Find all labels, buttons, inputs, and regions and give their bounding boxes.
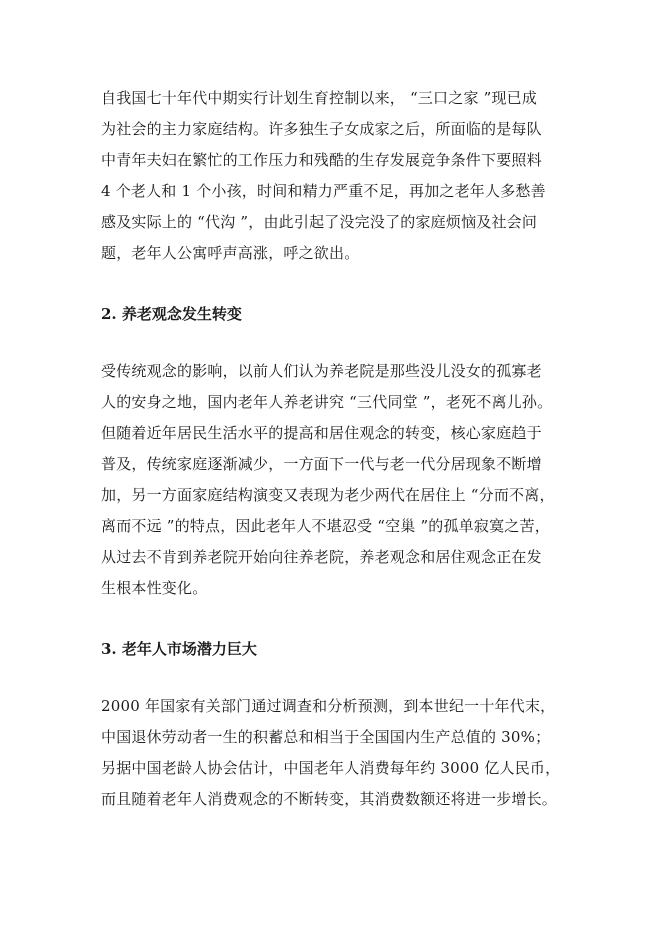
text-line: 离而不远 ”的特点，因此老年人不堪忍受 “空巢 ”的孤单寂寞之苦， (101, 517, 550, 535)
section-heading-3: 3. 老年人市场潜力巨大 (101, 640, 257, 658)
text-line: 2000 年国家有关部门通过调查和分析预测，到本世纪一十年代末， (101, 697, 556, 715)
text-line: 自我国七十年代中期实行计划生育控制以来， “三口之家 ”现已成 (101, 89, 538, 107)
text-line: 4 个老人和 1 个小孩，时间和精力严重不足，再加之老年人多愁善 (101, 182, 546, 200)
text-line: 但随着近年居民生活水平的提高和居住观念的转变，核心家庭趋于 (101, 424, 542, 442)
text-line: 加，另一方面家庭结构演变又表现为老少两代在居住上 “分而不离， (101, 486, 555, 504)
text-line: 普及，传统家庭逐渐减少，一方面下一代与老一代分居现象不断增 (101, 455, 542, 473)
section-heading-2: 2. 养老观念发生转变 (101, 305, 242, 323)
text-line: 中国退休劳动者一生的积蓄总和相当于全国国内生产总值的 30%； (101, 728, 551, 746)
text-line: 感及实际上的 “代沟 ”，由此引起了没完没了的家庭烦恼及社会问 (101, 213, 538, 231)
text-line: 题，老年人公寓呼声高涨，呼之欲出。 (101, 244, 360, 262)
text-line: 另据中国老龄人协会估计，中国老年人消费每年约 3000 亿人民币， (101, 759, 561, 777)
text-line: 为社会的主力家庭结构。许多独生子女成家之后，所面临的是每队 (101, 120, 542, 138)
text-line: 中青年夫妇在繁忙的工作压力和残酷的生存发展竞争条件下要照料 (101, 151, 542, 169)
text-line: 受传统观念的影响，以前人们认为养老院是那些没儿没女的孤寡老 (101, 362, 542, 380)
text-line: 人的安身之地，国内老年人养老讲究 “三代同堂 ”，老死不离儿孙。 (101, 393, 553, 411)
text-line: 从过去不肯到养老院开始向往养老院，养老观念和居住观念正在发 (101, 548, 542, 566)
text-line: 而且随着老年人消费观念的不断转变，其消费数额还将进一步增长。 (101, 790, 558, 808)
text-line: 生根本性变化。 (101, 579, 208, 597)
